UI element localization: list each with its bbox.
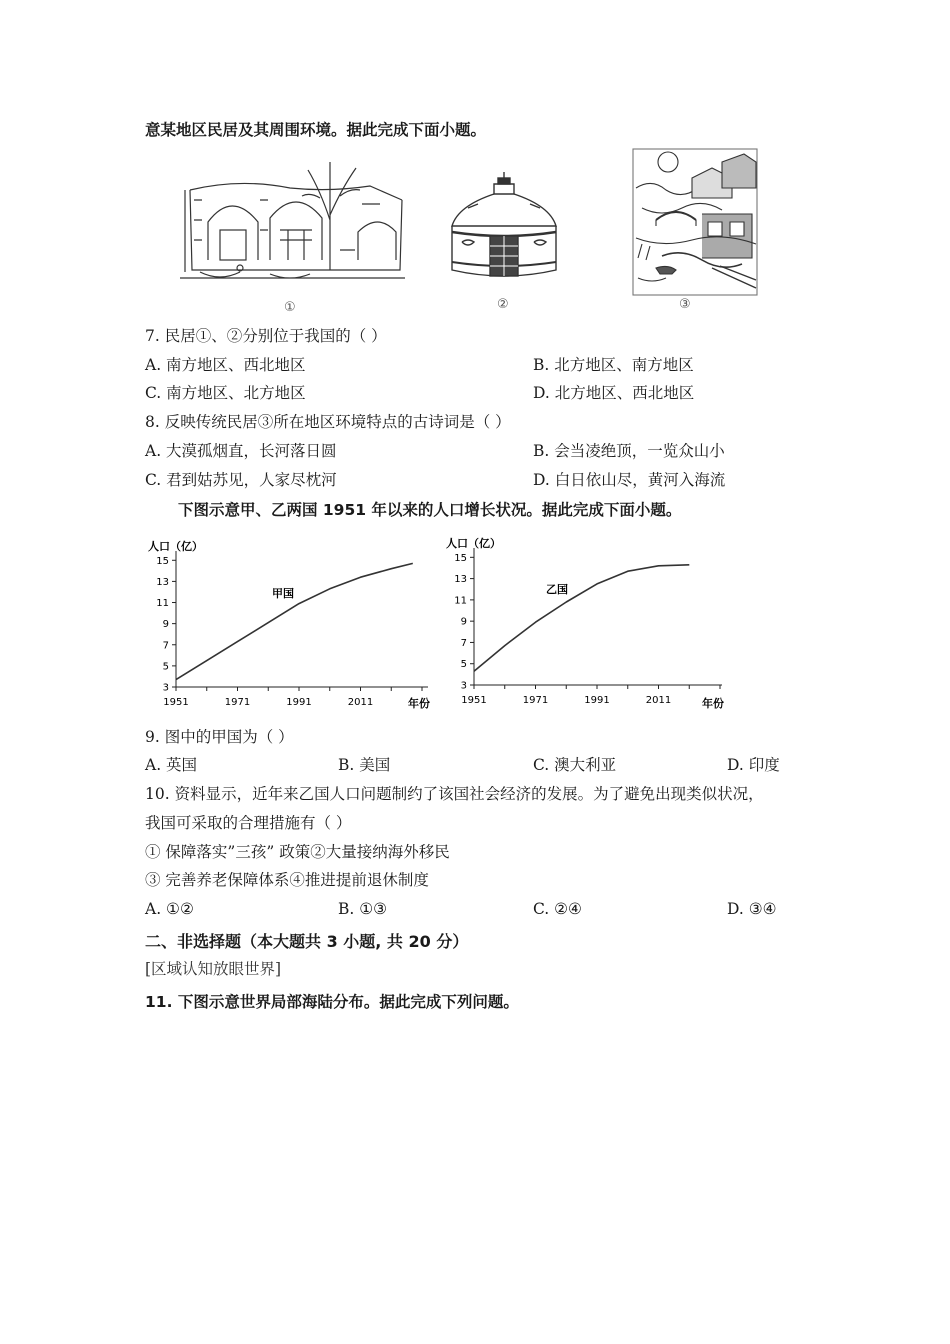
q7-option-d: D. 北方地区、西北地区	[533, 384, 695, 402]
q9-option-d: D. 印度	[727, 756, 780, 774]
q10-measures-2: ③ 完善养老保障体系④推进提前退休制度	[145, 871, 429, 889]
population-chart-jia	[140, 530, 440, 720]
q10-option-c: C. ②④	[533, 900, 582, 918]
chart-y-tick-label: 15	[454, 552, 467, 564]
chart-ylabel: 人口（亿）	[446, 537, 501, 550]
q9-option-c: C. 澳大利亚	[533, 756, 617, 774]
chart-x-tick-label: 1991	[286, 697, 312, 708]
q9-option-b: B. 美国	[338, 756, 391, 774]
q8-stem: 8. 反映传统民居③所在地区环境特点的古诗词是（ ）	[145, 413, 511, 431]
q9-option-a: A. 英国	[145, 756, 198, 774]
q9-stem: 9. 图中的甲国为（ ）	[145, 728, 294, 746]
chart-xlabel: 年份	[408, 697, 430, 710]
q8-option-a: A. 大漠孤烟直，长河落日圆	[145, 442, 337, 460]
figure-label-3: ③	[679, 297, 691, 312]
chart-x-tick-label: 1951	[163, 697, 189, 708]
chart-y-tick-label: 13	[454, 574, 467, 586]
chart-x-tick-label: 1951	[461, 695, 487, 706]
q8-option-d: D. 白日依山尽，黄河入海流	[533, 471, 726, 489]
chart-x-tick-label: 1991	[584, 695, 610, 706]
q10-stem-line1: 10. 资料显示，近年来乙国人口问题制约了该国社会经济的发展。为了避免出现类似状况，	[145, 785, 764, 803]
q7-stem: 7. 民居①、②分别位于我国的（ ）	[145, 327, 387, 345]
chart-y-tick-label: 3	[162, 682, 169, 694]
chart-x-tick-label: 1971	[224, 697, 251, 708]
chart-x-tick-label: 2011	[645, 695, 672, 706]
cave-dwelling-icon	[180, 160, 405, 285]
chart-series-label: 乙国	[546, 583, 568, 596]
chart-y-tick-label: 15	[156, 555, 169, 567]
chart-y-tick-label: 11	[156, 598, 169, 610]
figure-label-2: ②	[497, 297, 509, 312]
q7-option-c: C. 南方地区、北方地区	[145, 384, 306, 402]
q8-option-c: C. 君到姑苏见，人家尽枕河	[145, 471, 337, 489]
chart-xlabel: 年份	[702, 697, 724, 710]
chart-y-tick-label: 11	[454, 595, 467, 607]
chart-y-tick-label: 5	[162, 661, 169, 673]
chart-y-tick-label: 5	[460, 659, 467, 671]
chart-y-tick-label: 7	[460, 637, 467, 649]
q10-stem-line2: 我国可采取的合理措施有（ ）	[145, 814, 352, 832]
chart-series-line	[176, 563, 413, 679]
q10-option-b: B. ①③	[338, 900, 388, 918]
chart-intro: 下图示意甲、乙两国 1951 年以来的人口增长状况。据此完成下面小题。	[178, 501, 682, 519]
chart-y-tick-label: 9	[460, 616, 467, 628]
population-chart-yi	[440, 530, 740, 720]
q7-option-a: A. 南方地区、西北地区	[145, 356, 306, 374]
chart-y-tick-label: 9	[162, 619, 169, 631]
q11-stem: 11. 下图示意世界局部海陆分布。据此完成下列问题。	[145, 993, 519, 1011]
chart-y-tick-label: 3	[460, 680, 467, 692]
section2-subtitle: [区域认知放眼世界]	[145, 960, 282, 978]
chart-x-tick-label: 1971	[522, 695, 549, 706]
q10-option-d: D. ③④	[727, 900, 777, 918]
section2-title: 二、非选择题（本大题共 3 小题, 共 20 分）	[145, 932, 469, 951]
chart-y-tick-label: 13	[156, 576, 169, 588]
intro-line: 意某地区民居及其周围环境。据此完成下面小题。	[145, 121, 487, 139]
yurt-icon	[448, 170, 560, 285]
q7-option-b: B. 北方地区、南方地区	[533, 356, 694, 374]
q10-measures-1: ① 保障落实”三孩” 政策②大量接纳海外移民	[145, 843, 450, 861]
chart-series-label: 甲国	[272, 587, 294, 600]
water-town-icon	[632, 148, 758, 296]
q10-option-a: A. ①②	[145, 900, 194, 918]
chart-series-line	[474, 565, 689, 671]
chart-ylabel: 人口（亿）	[148, 540, 203, 553]
chart-y-tick-label: 7	[162, 640, 169, 652]
q8-option-b: B. 会当凌绝顶，一览众山小	[533, 442, 725, 460]
figure-label-1: ①	[284, 300, 296, 315]
chart-x-tick-label: 2011	[347, 697, 374, 708]
